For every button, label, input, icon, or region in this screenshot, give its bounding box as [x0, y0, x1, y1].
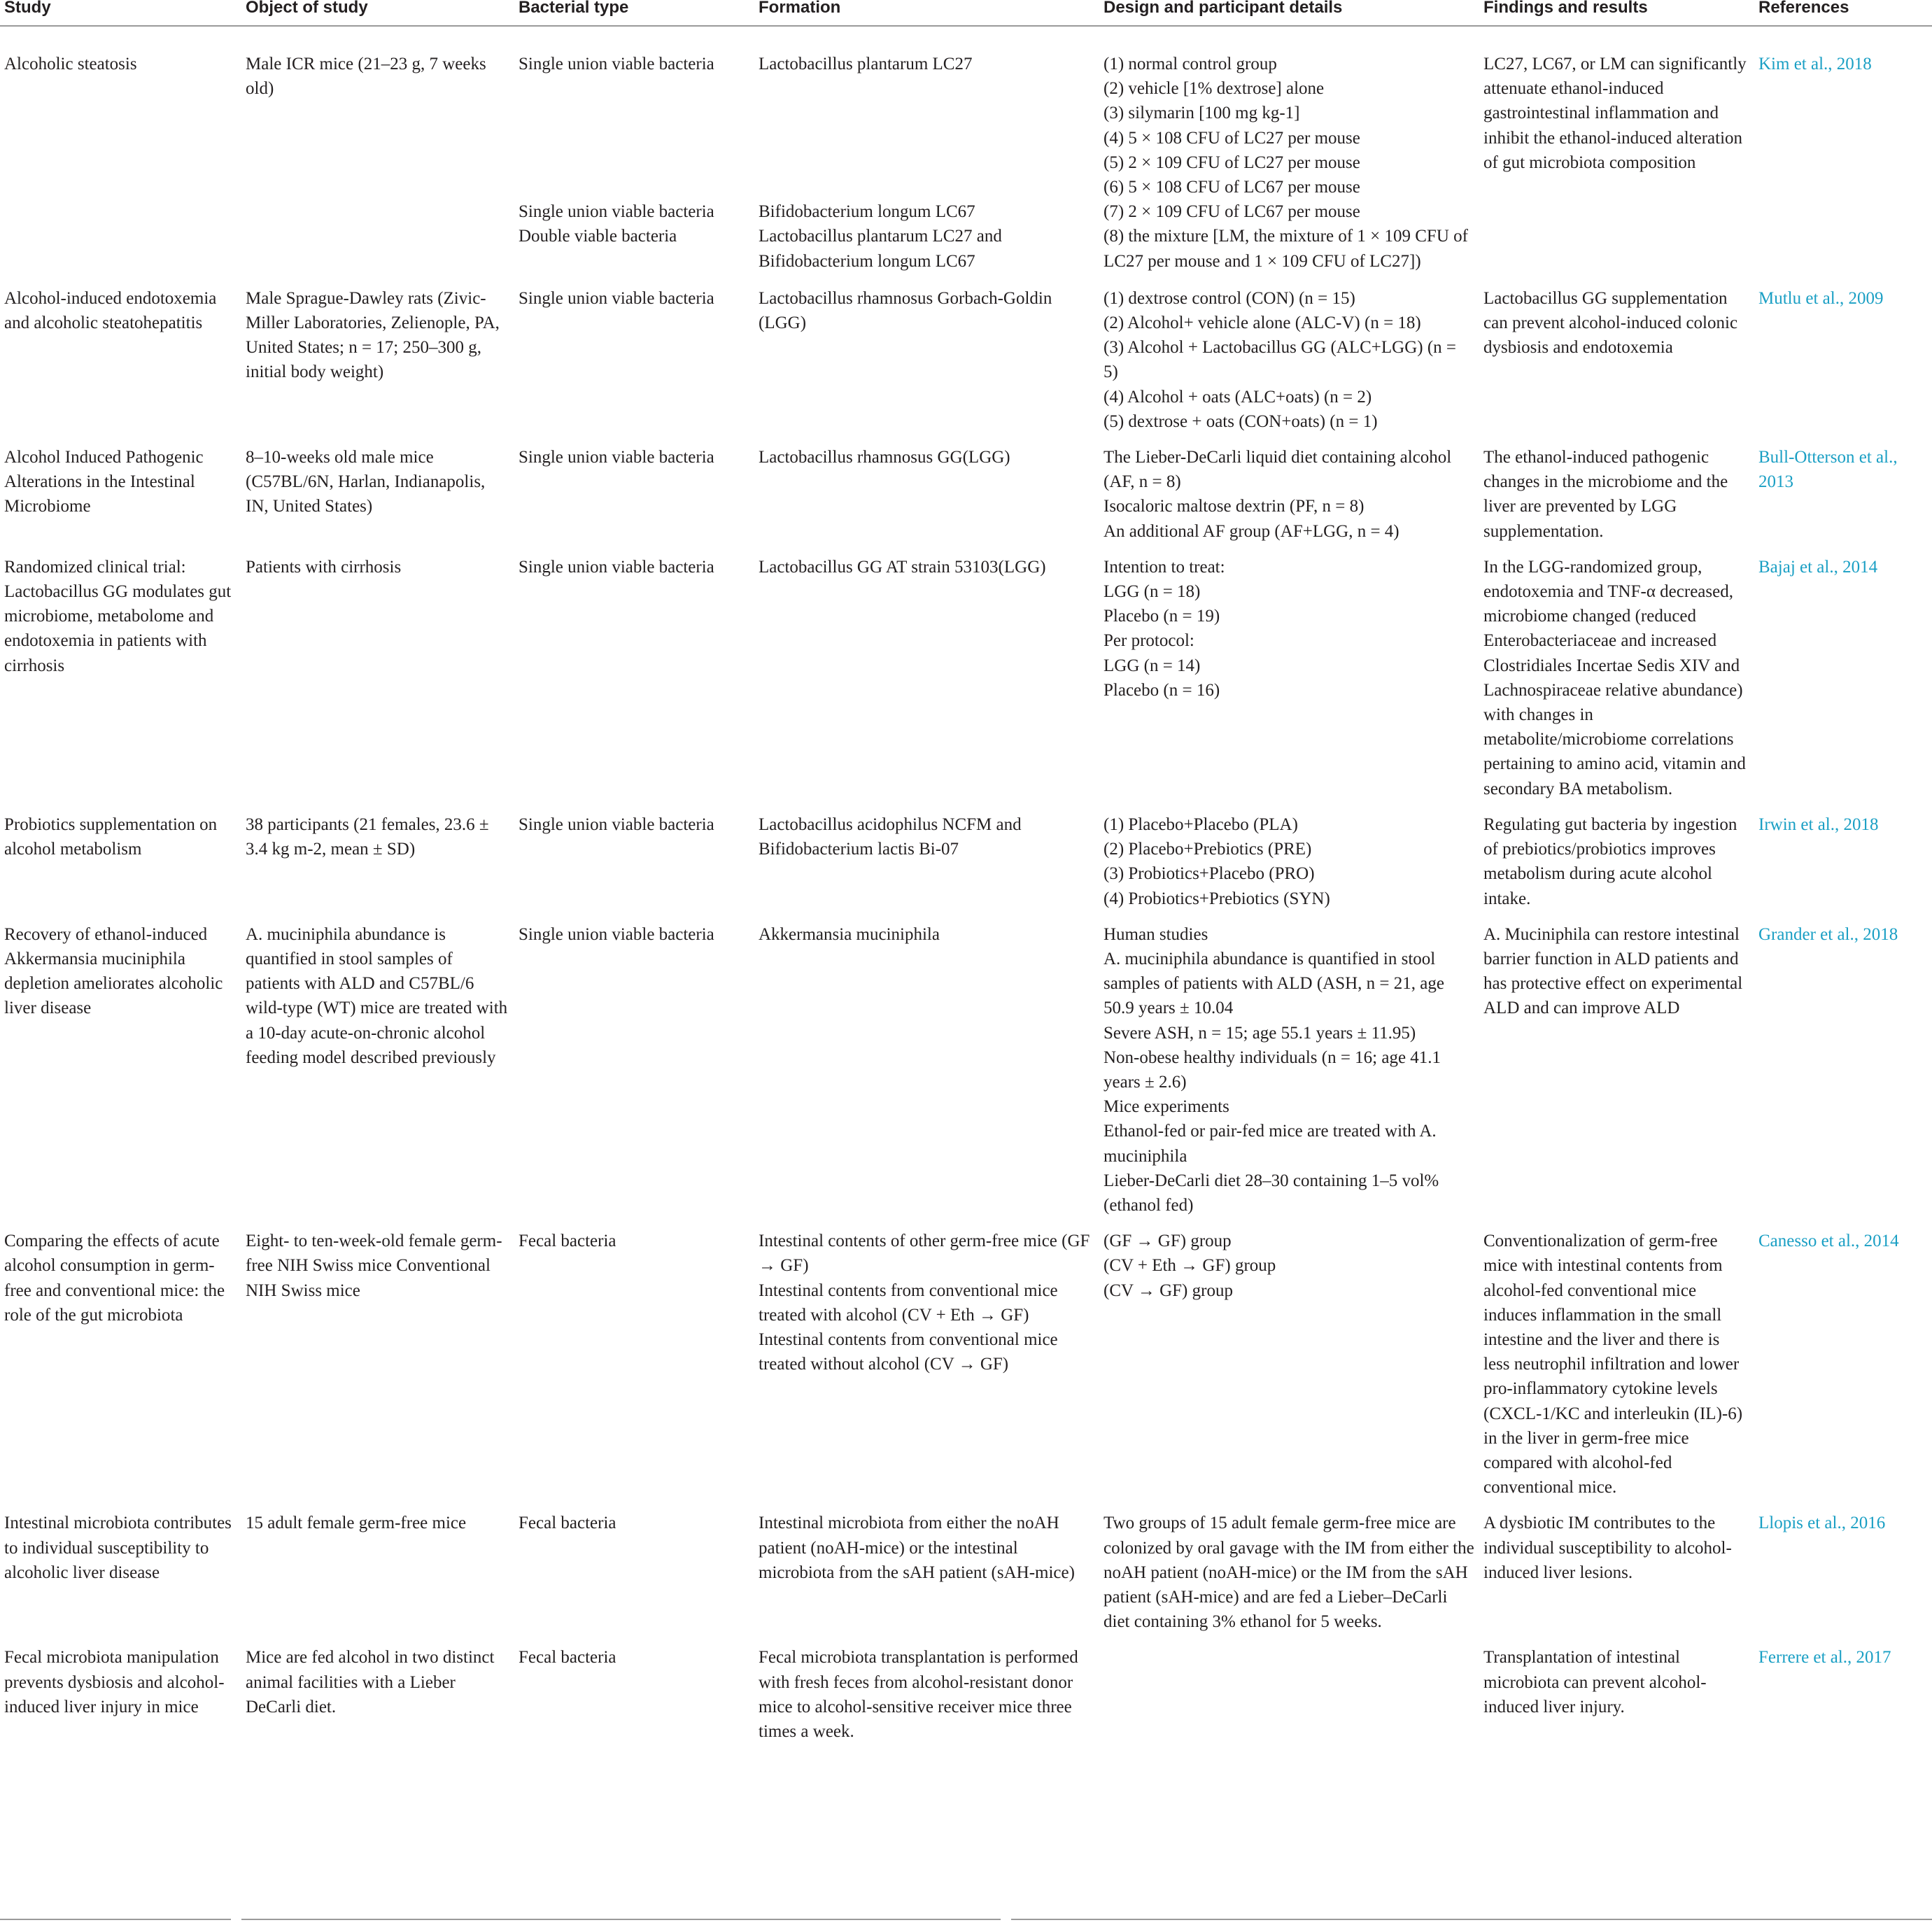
cell-formation-line: Intestinal microbiota from either the noAH patient (noAH-mice) or the intestinal microbiota from the sAH patient (sAH-mice) — [759, 1514, 1075, 1582]
footer-rule-left — [0, 1919, 231, 1920]
cell-design-line: Human studies — [1104, 924, 1208, 944]
cell-design-line: (6) 5 × 108 CFU of LC67 per mouse — [1104, 178, 1360, 197]
cell-bacterial-type-line: Fecal bacteria — [519, 1514, 616, 1533]
cell-bacterial-type-line: Fecal bacteria — [519, 1648, 616, 1667]
cell-design-line: Placebo (n = 19) — [1104, 607, 1220, 626]
cell-design-line: A. muciniphila abundance is quantified in stool samples of patients with ALD (ASH, n = 21, age 50.9 years ± 10.04 — [1104, 949, 1444, 1018]
cell-formation-line: Intestinal contents from conventional mice treated without alcohol (CV → GF) — [759, 1330, 1058, 1374]
cell-findings-text: A dysbiotic IM contributes to the individual susceptibility to alcohol-induced liver lesions. — [1483, 1514, 1732, 1582]
cell-formation-line: Lactobacillus GG AT strain 53103(LGG) — [759, 557, 1046, 577]
cell-object-of-study — [241, 445, 514, 544]
cell-reference-text[interactable]: Irwin et al., 2018 — [1758, 815, 1879, 834]
cell-formation-line — [759, 101, 1095, 125]
row-spacer — [0, 274, 1932, 286]
cell-formation-line: Fecal microbiota transplantation is performed with fresh feces from alcohol-resistant donor mice to alcohol-sensitive receiver mice three times a week. — [759, 1648, 1078, 1741]
cell-findings — [1479, 1511, 1754, 1634]
cell-findings-text: Transplantation of intestinal microbiota can prevent alcohol-induced liver injury. — [1483, 1648, 1707, 1716]
cell-findings — [1479, 555, 1754, 801]
cell-study-text: Comparing the effects of acute alcohol consumption in germ-free and conventional mice: the role of the gut microbiota — [4, 1232, 225, 1325]
cell-bacterial-type-line: Single union viable bacteria — [519, 557, 714, 577]
cell-formation — [754, 52, 1099, 274]
cell-bacterial-type-line — [519, 150, 750, 175]
cell-object-of-study — [241, 1229, 514, 1500]
cell-object-of-study — [241, 555, 514, 801]
cell-formation-line — [759, 175, 1095, 199]
row-spacer — [0, 911, 1932, 922]
cell-findings-text: The ethanol-induced pathogenic changes in the microbiome and the liver are prevented by LGG supplementation. — [1483, 448, 1728, 541]
cell-bacterial-type-line — [519, 76, 750, 101]
cell-reference-text[interactable]: Mutlu et al., 2009 — [1758, 288, 1884, 308]
cell-design-line: The Lieber-DeCarli liquid diet containing alcohol (AF, n = 8) — [1104, 448, 1452, 492]
table-row — [0, 445, 1932, 544]
cell-bacterial-type-line — [519, 101, 750, 125]
cell-object-of-study — [241, 52, 514, 274]
cell-object-of-study — [241, 812, 514, 911]
cell-findings-text: Conventionalization of germ-free mice with intestinal contents from alcohol-fed conventional mice induces inflammation in the small intestine and the liver and there is less neutrophil infiltration and lower pro-inflammatory cytokine levels (CXCL-1/KC and interleukin (IL)-6) in the liver in germ-free mice compared with alcohol-fed conventional mice. — [1483, 1232, 1743, 1497]
cell-formation-line: Lactobacillus rhamnosus GG(LGG) — [759, 448, 1010, 467]
cell-design-line: (2) vehicle [1% dextrose] alone — [1104, 79, 1325, 99]
cell-design-line: Mice experiments — [1104, 1097, 1229, 1117]
cell-design — [1099, 812, 1479, 911]
table-row — [0, 1645, 1932, 1744]
cell-formation-line: Lactobacillus acidophilus NCFM and Bifidobacterium lactis Bi-07 — [759, 815, 1022, 859]
header-design: Design and participant details — [1099, 0, 1479, 26]
cell-bacterial-type-line — [519, 126, 750, 150]
cell-formation-line: Lactobacillus plantarum LC27 — [759, 55, 973, 73]
cell-design-line: (CV + Eth → GF) group — [1104, 1256, 1276, 1276]
table-row — [0, 555, 1932, 801]
row-spacer — [0, 544, 1932, 555]
cell-study-text: Probiotics supplementation on alcohol metabolism — [4, 815, 218, 859]
cell-findings — [1479, 286, 1754, 434]
table-body — [0, 26, 1932, 1744]
cell-formation-line: Lactobacillus plantarum LC27 and Bifidobacterium longum LC67 — [759, 227, 1002, 271]
cell-design-line: (4) Probiotics+Prebiotics (SYN) — [1104, 889, 1330, 908]
cell-study — [0, 812, 241, 911]
cell-formation-line: Bifidobacterium longum LC67 — [759, 202, 975, 222]
header-references: References — [1754, 0, 1932, 26]
cell-design-line: (2) Placebo+Prebiotics (PRE) — [1104, 840, 1312, 859]
header-findings: Findings and results — [1479, 0, 1754, 26]
cell-study-text: Fecal microbiota manipulation prevents dysbiosis and alcohol-induced liver injury in mice — [4, 1648, 225, 1716]
cell-reference-text[interactable]: Kim et al., 2018 — [1758, 55, 1872, 73]
cell-study — [0, 1229, 241, 1500]
cell-object-of-study — [241, 1511, 514, 1634]
cell-reference-text[interactable]: Canesso et al., 2014 — [1758, 1232, 1899, 1251]
cell-object-of-study — [241, 286, 514, 434]
cell-findings — [1479, 1229, 1754, 1500]
cell-design-line: Lieber-DeCarli diet 28–30 containing 1–5 vol% (ethanol fed) — [1104, 1171, 1439, 1215]
cell-formation — [754, 812, 1099, 911]
cell-study-text: Alcohol Induced Pathogenic Alterations in the Intestinal Microbiome — [4, 448, 204, 516]
cell-bacterial-type-line: Single union viable bacteria — [519, 448, 714, 467]
cell-design-line: (4) 5 × 108 CFU of LC27 per mouse — [1104, 128, 1360, 148]
cell-object-of-study-text: Male Sprague-Dawley rats (Zivic-Miller Laboratories, Zelienople, PA, United States; n = 17; 250–300 g, initial body weight) — [246, 288, 500, 382]
cell-bacterial-type — [514, 1511, 754, 1634]
cell-formation — [754, 1511, 1099, 1634]
cell-design-line: (3) silymarin [100 mg kg-1] — [1104, 104, 1300, 123]
cell-object-of-study-text: 8–10-weeks old male mice (C57BL/6N, Harlan, Indianapolis, IN, United States) — [246, 448, 486, 516]
cell-formation — [754, 555, 1099, 801]
cell-study — [0, 52, 241, 274]
cell-reference — [1754, 922, 1932, 1218]
cell-bacterial-type — [514, 555, 754, 801]
cell-reference — [1754, 445, 1932, 544]
cell-study — [0, 555, 241, 801]
table-row — [0, 812, 1932, 911]
cell-study-text: Intestinal microbiota contributes to individual susceptibility to alcoholic liver disease — [4, 1514, 232, 1582]
cell-bacterial-type — [514, 52, 754, 274]
cell-design — [1099, 52, 1479, 274]
cell-design-line: (1) dextrose control (CON) (n = 15) — [1104, 288, 1355, 308]
cell-reference-text[interactable]: Llopis et al., 2016 — [1758, 1514, 1886, 1533]
row-spacer — [0, 801, 1932, 812]
cell-formation-line — [759, 76, 1095, 101]
header-bacterial-type: Bacterial type — [514, 0, 754, 26]
cell-object-of-study-text: 15 adult female germ-free mice — [246, 1514, 467, 1533]
cell-design — [1099, 922, 1479, 1218]
cell-findings — [1479, 1645, 1754, 1744]
cell-design-line: Intention to treat: — [1104, 557, 1225, 577]
row-spacer — [0, 26, 1932, 52]
cell-reference — [1754, 1645, 1932, 1744]
table-row — [0, 52, 1932, 274]
cell-reference — [1754, 812, 1932, 911]
cell-bacterial-type-line — [519, 175, 750, 199]
cell-object-of-study-text: Patients with cirrhosis — [246, 557, 402, 577]
cell-formation-line — [759, 126, 1095, 150]
cell-design-line: LGG (n = 18) — [1104, 582, 1201, 602]
footer-rule-right — [1011, 1919, 1932, 1920]
cell-findings — [1479, 812, 1754, 911]
cell-bacterial-type — [514, 1645, 754, 1744]
cell-design-line: (5) dextrose + oats (CON+oats) (n = 1) — [1104, 411, 1378, 431]
cell-findings — [1479, 445, 1754, 544]
cell-study-text: Alcoholic steatosis — [4, 55, 137, 73]
cell-study-text: Recovery of ethanol-induced Akkermansia muciniphila depletion ameliorates alcoholic liver disease — [4, 924, 223, 1018]
cell-bacterial-type — [514, 922, 754, 1218]
cell-formation — [754, 286, 1099, 434]
footer-rule-middle — [241, 1919, 1001, 1920]
cell-reference — [1754, 286, 1932, 434]
cell-object-of-study-text: Male ICR mice (21–23 g, 7 weeks old) — [246, 55, 486, 99]
header-object-of-study: Object of study — [241, 0, 514, 26]
cell-formation — [754, 1229, 1099, 1500]
cell-study — [0, 922, 241, 1218]
cell-formation-line — [759, 150, 1095, 175]
cell-design-line: (3) Probiotics+Placebo (PRO) — [1104, 864, 1315, 884]
cell-object-of-study-text: Mice are fed alcohol in two distinct animal facilities with a Lieber DeCarli diet. — [246, 1648, 495, 1716]
cell-design-line: (7) 2 × 109 CFU of LC67 per mouse — [1104, 202, 1360, 222]
cell-formation-line: Intestinal contents of other germ-free mice (GF → GF) — [759, 1232, 1090, 1276]
cell-design — [1099, 286, 1479, 434]
cell-bacterial-type-line: Single union viable bacteria — [519, 55, 714, 73]
cell-design-line: Placebo (n = 16) — [1104, 680, 1220, 700]
cell-findings — [1479, 922, 1754, 1218]
cell-formation — [754, 1645, 1099, 1744]
cell-design-line: (GF → GF) group — [1104, 1232, 1232, 1251]
cell-study — [0, 1511, 241, 1634]
cell-design-line: (CV → GF) group — [1104, 1281, 1233, 1300]
cell-reference — [1754, 1511, 1932, 1634]
cell-bacterial-type-line: Fecal bacteria — [519, 1232, 616, 1251]
cell-design — [1099, 445, 1479, 544]
cell-bacterial-type — [514, 445, 754, 544]
cell-design-line: LGG (n = 14) — [1104, 656, 1201, 675]
cell-reference-text[interactable]: Grander et al., 2018 — [1758, 924, 1898, 944]
cell-design-line: (1) Placebo+Placebo (PLA) — [1104, 815, 1298, 834]
table-header-row — [0, 0, 1932, 26]
header-study: Study — [0, 0, 241, 26]
cell-formation — [754, 445, 1099, 544]
cell-reference — [1754, 555, 1932, 801]
cell-design-line: Two groups of 15 adult female germ-free mice are colonized by oral gavage with the IM from either the noAH patient (noAH-mice) or the IM from the sAH patient (sAH-mice) and are fed a Lieber–DeCarli diet containing 3% ethanol for 5 weeks. — [1104, 1514, 1474, 1632]
table-row — [0, 1511, 1932, 1634]
cell-object-of-study-text: 38 participants (21 females, 23.6 ± 3.4 kg m-2, mean ± SD) — [246, 815, 489, 859]
cell-design-line: Non-obese healthy individuals (n = 16; age 41.1 years ± 2.6) — [1104, 1048, 1441, 1092]
table-row — [0, 286, 1932, 434]
cell-bacterial-type-line: Single union viable bacteria — [519, 288, 714, 308]
cell-bacterial-type-line: Single union viable bacteria — [519, 202, 714, 222]
cell-bacterial-type — [514, 286, 754, 434]
cell-findings — [1479, 52, 1754, 274]
cell-reference-text[interactable]: Bajaj et al., 2014 — [1758, 557, 1878, 577]
cell-object-of-study — [241, 922, 514, 1218]
cell-design-line: Severe ASH, n = 15; age 55.1 years ± 11.95) — [1104, 1023, 1416, 1043]
cell-bacterial-type — [514, 812, 754, 911]
cell-bacterial-type-line: Single union viable bacteria — [519, 815, 714, 834]
cell-findings-text: LC27, LC67, or LM can significantly attenuate ethanol-induced gastrointestinal inflammation and inhibit the ethanol-induced alteration of gut microbiota composition — [1483, 55, 1747, 172]
cell-design-line: (2) Alcohol+ vehicle alone (ALC-V) (n = 18) — [1104, 313, 1421, 333]
cell-design-line: (4) Alcohol + oats (ALC+oats) (n = 2) — [1104, 387, 1372, 407]
cell-object-of-study — [241, 1645, 514, 1744]
cell-design-line: Isocaloric maltose dextrin (PF, n = 8) — [1104, 497, 1365, 516]
cell-design-line: (8) the mixture [LM, the mixture of 1 × 109 CFU of LC27 per mouse and 1 × 109 CFU of LC27]) — [1104, 227, 1468, 271]
row-spacer — [0, 1634, 1932, 1645]
header-formation: Formation — [754, 0, 1099, 26]
cell-design-line: Ethanol-fed or pair-fed mice are treated with A. muciniphila — [1104, 1122, 1437, 1166]
cell-design-line: (5) 2 × 109 CFU of LC27 per mouse — [1104, 153, 1360, 172]
cell-findings-text: In the LGG-randomized group, endotoxemia and TNF-α decreased, microbiome changed (reduced Enterobacteriaceae and increased Clostridiales Incertae Sedis XIV and Lachnospiraceae relative abundance) with changes in metabolite/microbiome correlations pertaining to amino acid, vitamin and secondary BA metabolism. — [1483, 557, 1746, 798]
cell-design — [1099, 1229, 1479, 1500]
cell-bacterial-type — [514, 1229, 754, 1500]
cell-object-of-study-text: A. muciniphila abundance is quantified in stool samples of patients with ALD and C57BL/6 wild-type (WT) mice are treated with a 10-day acute-on-chronic alcohol feeding model described previously — [246, 924, 508, 1067]
cell-design-line: (3) Alcohol + Lactobacillus GG (ALC+LGG) (n = 5) — [1104, 338, 1456, 382]
cell-study-text: Alcohol-induced endotoxemia and alcoholic steatohepatitis — [4, 288, 217, 333]
cell-bacterial-type-line: Single union viable bacteria — [519, 924, 714, 944]
cell-study-text: Randomized clinical trial: Lactobacillus GG modulates gut microbiome, metabolome and endotoxemia in patients with cirrhosis — [4, 557, 232, 675]
cell-findings-text: Lactobacillus GG supplementation can prevent alcohol-induced colonic dysbiosis and endotoxemia — [1483, 288, 1738, 358]
cell-findings-text: Regulating gut bacteria by ingestion of prebiotics/probiotics improves metabolism during acute alcohol intake. — [1483, 815, 1737, 908]
cell-study — [0, 1645, 241, 1744]
cell-design — [1099, 1645, 1479, 1744]
cell-formation — [754, 922, 1099, 1218]
cell-formation-line: Lactobacillus rhamnosus Gorbach-Goldin (LGG) — [759, 288, 1052, 333]
row-spacer — [0, 1218, 1932, 1229]
cell-design-line: An additional AF group (AF+LGG, n = 4) — [1104, 521, 1399, 541]
cell-formation-line: Intestinal contents from conventional mice treated with alcohol (CV + Eth → GF) — [759, 1281, 1058, 1325]
cell-study — [0, 286, 241, 434]
cell-design-line: Per protocol: — [1104, 631, 1194, 651]
cell-formation-line: Akkermansia muciniphila — [759, 924, 940, 944]
cell-design-line: (1) normal control group — [1104, 55, 1277, 73]
row-spacer — [0, 1500, 1932, 1511]
table-row — [0, 1229, 1932, 1500]
cell-reference-text[interactable]: Bull-Otterson et al., 2013 — [1758, 448, 1898, 492]
cell-study — [0, 445, 241, 544]
cell-bacterial-type-line: Double viable bacteria — [519, 227, 677, 246]
cell-design — [1099, 1511, 1479, 1634]
cell-reference-text[interactable]: Ferrere et al., 2017 — [1758, 1648, 1891, 1667]
cell-design — [1099, 555, 1479, 801]
cell-reference — [1754, 52, 1932, 274]
cell-reference — [1754, 1229, 1932, 1500]
row-spacer — [0, 434, 1932, 445]
cell-findings-text: A. Muciniphila can restore intestinal barrier function in ALD patients and has protective effect on experimental ALD and can improve ALD — [1483, 924, 1743, 1018]
cell-object-of-study-text: Eight- to ten-week-old female germ-free NIH Swiss mice Conventional NIH Swiss mice — [246, 1232, 502, 1300]
table-row — [0, 922, 1932, 1218]
